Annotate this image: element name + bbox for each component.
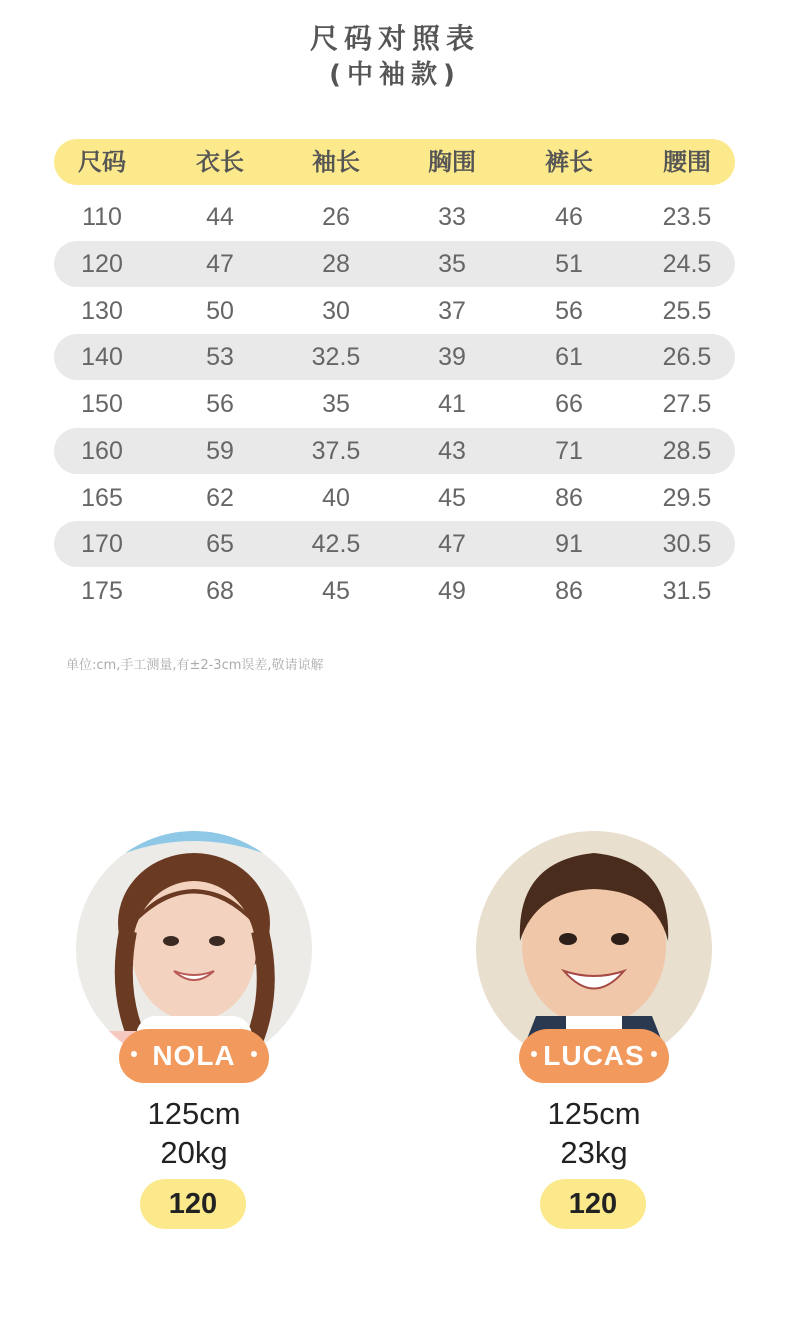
table-cell: 47 [438,530,466,558]
table-cell: 49 [438,577,466,605]
table-cell: 37 [438,297,466,325]
table-cell: 56 [206,390,234,418]
header-sleeve: 袖长 [312,148,360,176]
table-cell: 40 [322,484,350,512]
dot-icon [531,1051,537,1057]
table-row [54,568,735,614]
name-tag [119,1029,269,1083]
table-cell: 28 [322,250,350,278]
table-row [54,381,735,427]
table-cell: 33 [438,203,466,231]
table-cell: 130 [81,297,123,325]
model-height: 125cm [547,1096,641,1131]
table-cell: 31.5 [662,577,712,605]
table-cell: 39 [438,343,466,371]
table-cell: 26.5 [662,343,712,371]
model-size-badge: 120 [140,1179,246,1229]
table-header [54,139,735,185]
table-row [54,475,735,521]
table-cell: 47 [206,250,234,278]
header-pants-length: 裤长 [545,148,593,176]
table-cell: 110 [82,203,122,231]
model-name: NOLA [152,1040,236,1071]
table-row [54,428,735,474]
table-cell: 35 [438,250,466,278]
table-cell: 45 [438,484,466,512]
table-row [54,334,735,380]
model-height: 125cm [147,1096,241,1131]
table-cell: 86 [555,577,583,605]
table-row [54,521,735,567]
table-cell: 25.5 [662,297,712,325]
table-cell: 32.5 [311,343,361,371]
table-cell: 29.5 [662,484,712,512]
table-cell: 150 [81,390,123,418]
table-cell: 59 [206,437,234,465]
table-cell: 71 [555,437,583,465]
page-subtitle: (中袖款) [329,60,461,90]
table-cell: 86 [555,484,583,512]
header-size: 尺码 [78,148,126,176]
table-cell: 28.5 [662,437,712,465]
table-cell: 160 [81,437,123,465]
table-cell: 37.5 [311,437,361,465]
table-cell: 61 [555,343,583,371]
table-row [54,241,735,287]
table-cell: 35 [322,390,350,418]
table-cell: 68 [206,577,234,605]
model-size-badge: 120 [540,1179,646,1229]
name-tag [519,1029,669,1083]
model-name: LUCAS [543,1040,645,1071]
header-waist: 腰围 [663,148,711,176]
table-cell: 53 [206,343,234,371]
table-cell: 62 [206,484,234,512]
table-cell: 44 [206,203,234,231]
table-cell: 165 [81,484,123,512]
table-cell: 43 [438,437,466,465]
measurement-note: 单位:cm,手工测量,有±2-3cm误差,敬请谅解 [66,658,324,673]
dot-icon [651,1051,657,1057]
dot-icon [131,1051,137,1057]
dot-icon [251,1051,257,1057]
table-cell: 175 [81,577,123,605]
table-cell: 46 [555,203,583,231]
model-weight: 23kg [560,1135,628,1170]
table-cell: 26 [322,203,350,231]
table-cell: 51 [555,250,583,278]
table-cell: 140 [81,343,123,371]
table-cell: 27.5 [662,390,712,418]
model-weight: 20kg [160,1135,228,1170]
table-cell: 24.5 [662,250,712,278]
page-title: 尺码对照表 [309,22,480,55]
table-cell: 30 [322,297,350,325]
table-cell: 42.5 [311,530,361,558]
table-cell: 120 [81,250,123,278]
table-cell: 56 [555,297,583,325]
table-cell: 41 [438,390,466,418]
table-row [54,288,735,334]
header-length: 衣长 [196,148,244,176]
table-cell: 45 [322,577,350,605]
table-row [54,194,735,240]
table-cell: 170 [81,530,123,558]
table-cell: 23.5 [662,203,712,231]
table-cell: 30.5 [662,530,712,558]
table-cell: 65 [206,530,234,558]
table-cell: 50 [206,297,234,325]
table-cell: 91 [555,530,583,558]
table-cell: 66 [555,390,583,418]
header-chest: 胸围 [428,148,476,176]
